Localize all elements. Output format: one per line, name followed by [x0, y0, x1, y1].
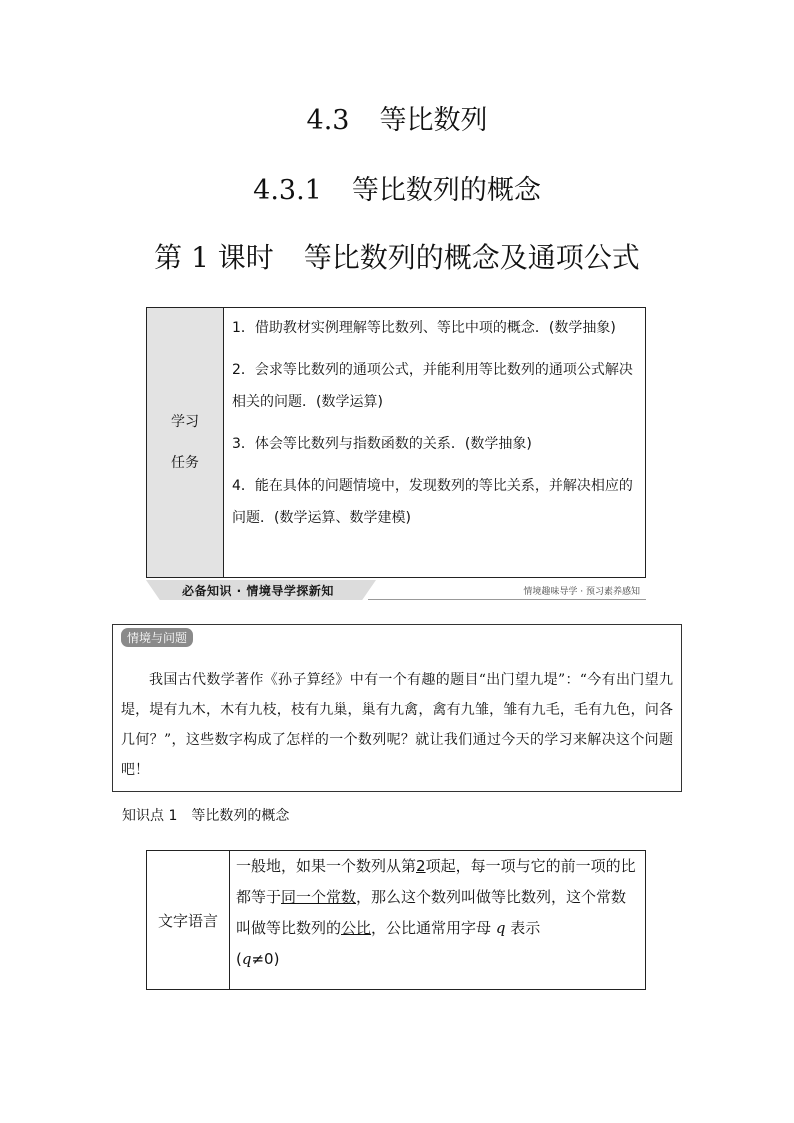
label-line-1: 学习	[171, 413, 199, 430]
learning-tasks-table	[146, 307, 646, 578]
banner-divider	[368, 599, 646, 600]
banner-title: 必备知识 · 情境导学探新知	[182, 584, 334, 598]
learning-tasks-list	[224, 308, 645, 577]
scenario-tag: 情境与问题	[121, 628, 193, 647]
definition-table	[146, 850, 646, 990]
knowledge-point-heading: 知识点 1 等比数列的概念	[122, 808, 290, 824]
definition-part: ，公比通常用字母	[371, 919, 492, 937]
task-item: 2．会求等比数列的通项公式，并能利用等比数列的通项公式解决相关的问题．(数学运算)	[232, 362, 633, 410]
lesson-title	[0, 236, 794, 276]
definition-blank: 公比	[341, 919, 372, 937]
condition-open: (	[236, 950, 242, 968]
section-title	[0, 98, 794, 137]
condition-rest: ≠0)	[251, 950, 280, 968]
variable-q: q	[495, 919, 506, 937]
section-name: 等比数列	[379, 105, 488, 136]
definition-label: 文字语言	[147, 851, 230, 989]
learning-tasks-label	[147, 308, 224, 577]
condition-variable-q: q	[241, 950, 252, 968]
definition-part: ，那么这个数列叫做等比数列，这个常数叫做等比数列的	[236, 888, 627, 937]
subsection-name: 等比数列的概念	[351, 175, 541, 206]
lesson-number: 第 1 课时	[154, 241, 274, 274]
subsection-number: 4.3.1	[253, 175, 322, 206]
scenario-box	[112, 624, 682, 792]
definition-blank: 2	[416, 857, 426, 875]
task-item: 3．体会等比数列与指数函数的关系．(数学抽象)	[232, 436, 532, 452]
definition-text	[230, 851, 645, 989]
section-banner	[146, 580, 646, 600]
task-item: 4．能在具体的问题情境中，发现数列的等比关系，并解决相应的问题．(数学运算、数学建模)	[232, 478, 633, 526]
subsection-title	[0, 168, 794, 207]
section-number: 4.3	[306, 105, 350, 136]
definition-blank: 同一个常数	[281, 888, 357, 906]
definition-part: 表示	[510, 919, 541, 937]
definition-part: 项起，每一项与它的前一项的比都等于	[236, 857, 636, 906]
definition-part: 一般地，如果一个数列从第	[236, 857, 417, 875]
label-line-2: 任务	[171, 454, 199, 471]
lesson-name: 等比数列的概念及通项公式	[303, 241, 640, 274]
scenario-text: 我国古代数学著作《孙子算经》中有一个有趣的题目“出门望九堤”：“今有出门望九堤，堤有九木，木有九枝，枝有九巢，巢有九禽，禽有九雏，雏有九毛，毛有九色，问各几何？”，这些数字构成了怎样的一个数列呢？就让我们通过今天的学习来解决这个问题吧！	[121, 672, 673, 778]
banner-subtitle: 情境趣味导学 · 预习素养感知	[523, 587, 640, 597]
task-item: 1．借助教材实例理解等比数列、等比中项的概念．(数学抽象)	[232, 320, 616, 336]
